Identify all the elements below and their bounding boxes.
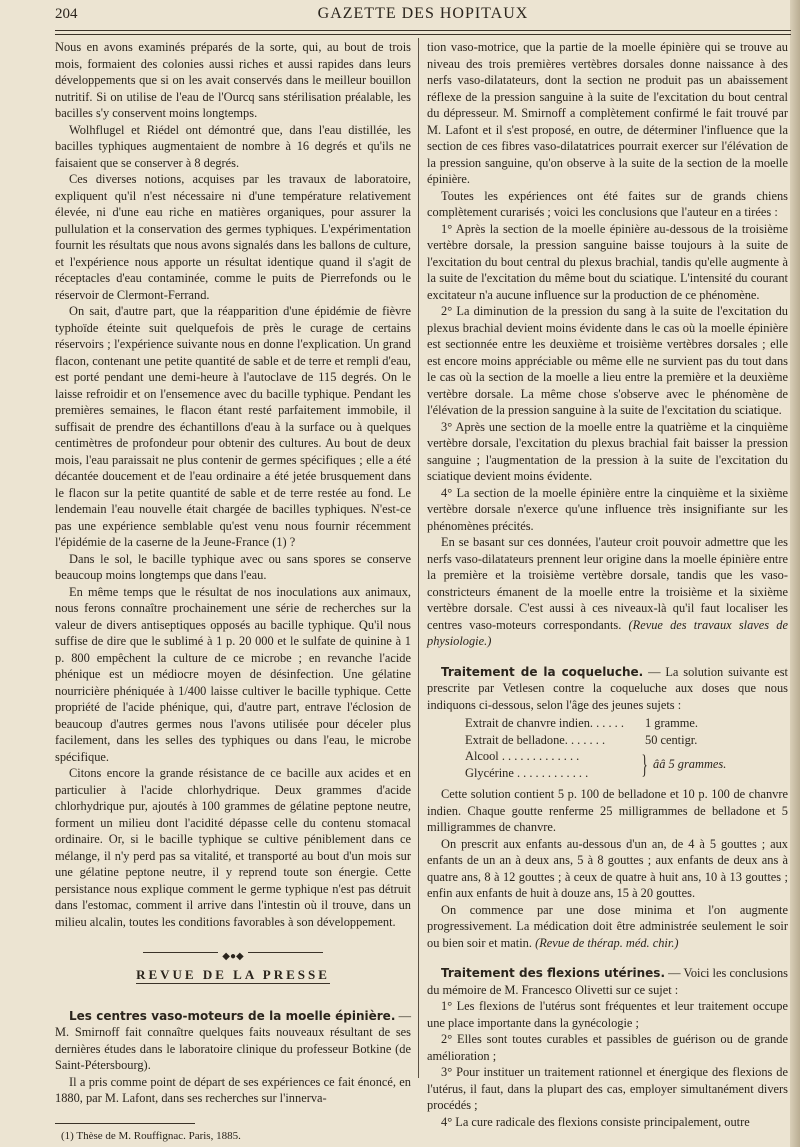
article-paragraph: Il a pris comme point de départ de ses expériences ce fait énoncé, en 1880, par M. Lafont, dans ses recherches sur l'innerva- xyxy=(55,1074,411,1105)
body-paragraph: 4° La section de la moelle épinière entre la cinquième et la sixième vertèbre dorsale n'exerce qu'une influence très insignifiante sur les phénomènes précités. xyxy=(427,485,788,533)
body-paragraph: Dans le sol, le bacille typhique avec ou sans spores se conserve beaucoup moins longtemps que dans l'eau. xyxy=(55,551,411,582)
page-number: 204 xyxy=(55,6,78,22)
article-title: Traitement des flexions utérines. xyxy=(441,966,665,980)
body-paragraph: 4° La cure radicale des flexions consiste principalement, outre xyxy=(441,1114,750,1129)
body-paragraph: 1° Après la section de la moelle épinière au-dessous de la troisième vertèbre dorsale, la pression sanguine baisse toujours à la suite de l'excitation du bout central du plexus brachial, tandis qu'elle augmente à la suite de l'excitation du même bout du sciatique. L'intensité du courant excitateur n'a aucune influence sur la production de ce phénomène. xyxy=(427,221,788,302)
body-paragraph: 3° Pour instituer un traitement rationnel et énergique des flexions de l'utérus, il faut, dans la plupart des cas, employer simultanément divers procédés ; xyxy=(427,1065,788,1112)
body-paragraph: 3° Après une section de la moelle entre la quatrième et la cinquième vertèbre dorsale, l'excitation du plexus brachial fait baisser la pression sanguine ; l'augmentation de la pression à la suite de l'excitation du sciatique devient moins évidente. xyxy=(427,419,788,483)
body-paragraph: 1° Les flexions de l'utérus sont fréquentes et leur traitement occupe une place importante dans la gynécologie ; xyxy=(427,999,788,1030)
body-paragraph: On sait, d'autre part, que la réapparition d'une épidémie de fièvre typhoïde éteinte suit quelquefois de près le curage de certains réservoirs ; l'expérience suivante nous en donne l'explication. Un grand flacon, contenant une petite quantité de sable et de terre et rempli d'eau, est porté pendant une demi-heure à l'autoclave de 115 degrés. On le laisse refroidir et on l'ensemence avec du bacille typhique. Pendant les premières semaines, le flacon étant resté parfaitement immobile, il suffisait de prendre des échantillons d'eau à la surface ou à quelques centimètres de profondeur pour obtenir des cultures. Au bout de deux mois, l'eau paraissait ne plus contenir de germes spécifiques ; elle a été décantée doucement et de l'eau ordinaire a été jetée brusquement dans le flacon sur la petite quantité de sable et de terre restée au fond. Le lendemain l'eau nouvelle était chargée de bacilles typhiques. N'est-ce pas une expérience semblable qu'est venu nous fournir récemment l'épidémie de la caserne de la Jeune-France (1) ? xyxy=(55,304,411,549)
page-header xyxy=(55,4,791,26)
recipe-table xyxy=(427,715,788,781)
source-citation: (Revue de thérap. méd. chir.) xyxy=(535,935,679,950)
recipe-row: Extrait de chanvre indien. . . . . . 1 gramme. xyxy=(465,716,698,730)
body-paragraph: On prescrit aux enfants au-dessous d'un an, de 4 à 5 gouttes ; aux enfants de un an à deux ans, 5 à 8 gouttes ; aux enfants de deux ans à quatre ans, 8 à 12 gouttes ; à ceux de quatre à huit ans, 10 à 13 gouttes ; enfin aux enfants de huit à douze ans, 15 à 20 gouttes. xyxy=(427,836,788,900)
article-paragraph: Les centres vaso-moteurs de la moelle épinière. — M. Smirnoff fait connaître quelques faits nouveaux résultant de ses dernières études dans le laboratoire clinique du professeur Botkine (de Saint-Pétersbourg). xyxy=(55,1008,411,1072)
page-edge xyxy=(790,0,800,1147)
body-paragraph: On commence par une dose minima et l'on augmente progressivement. La médication doit être administrée seulement le soir ou bien soir et matin. (Revue de thérap. méd. chir.) xyxy=(427,902,788,950)
article-paragraph: Traitement de la coqueluche. — La solution suivante est prescrite par Vetlesen contre la coqueluche aux doses que nous indiquons ci-dessous, selon l'âge des jeunes sujets : xyxy=(427,664,788,712)
body-paragraph: Citons encore la grande résistance de ce bacille aux acides et en particulier à l'acide chlorhydrique. Deux grammes d'acide chlorhydrique pur, ajoutés à 100 grammes de gélatine peptone neutre, forment un milieu dont l'acidité dépasse celle du contenu stomacal ordinaire. Or, si le bacille typhique se cultive péniblement dans ce mélange, il n'y perd pas sa vitalité, et transporté au bout d'un mois sur une gélatine peptone neutre, il y reprend toute son énergie. Cette persistance nous explique comment le germe typhique n'est pas détruit dans l'estomac, comment il arrive dans l'intestin où il trouve, dans un milieu alcalin, toutes les conditions favorables à son développement. xyxy=(55,766,411,929)
body-paragraph: tion vaso-motrice, que la partie de la moelle épinière qui se trouve au niveau des trois premières vertèbres dorsales donne naissance à des nerfs vaso-dilatateurs, dont la section ne produit pas un abaissement réflexe de la pression sanguine à la suite de l'excitation du bout central du dépresseur. M. Smirnoff a complètement confirmé le fait trouvé par M. Lafont et il s'est proposé, en outre, de déterminer l'influence que la section de ces fibres vaso-dilatatrices pourrait exercer sur l'élévation de la pression sanguine, qu'on observe à la suite de la section de la moelle épinière. xyxy=(427,40,788,186)
body-paragraph: Toutes les expériences ont été faites sur de grands chiens complètement curarisés ; voici les conclusions que l'auteur en a tirées : xyxy=(427,188,788,219)
footnote: (1) Thèse de M. Rouffignac. Paris, 1885. xyxy=(61,1129,241,1142)
body-paragraph: Wolhflugel et Riédel ont démontré que, dans l'eau distillée, les bacilles typhiques augmentaient de nombre à 16 degrés et qu'ils ne faisaient que se conserver à 8 degrés. xyxy=(55,122,411,170)
source-citation: (Revue des travaux slaves de physiologie.) xyxy=(427,617,788,648)
article-title: Les centres vaso-moteurs de la moelle épinière. xyxy=(69,1008,396,1023)
recipe-group: Alcool . . . . . . . . . . . . . Glycérine . . . . . . . . . . . . } ââ 5 grammes. xyxy=(465,749,727,780)
section-heading: REVUE DE LA PRESSE xyxy=(136,967,330,982)
body-paragraph: Cette solution contient 5 p. 100 de belladone et 10 p. 100 de chanvre indien. Chaque goutte renferme 25 milligrammes de belladone et 5 milligrammes de chanvre. xyxy=(427,787,788,834)
right-column xyxy=(427,39,788,1130)
section-ornament: ◆●◆ xyxy=(55,947,411,957)
article-title: Traitement de la coqueluche. xyxy=(441,664,644,679)
body-paragraph: 2° Elles sont toutes curables et passibles de guérison ou de grande amélioration ; xyxy=(427,1032,788,1063)
brace-glyph: } xyxy=(641,749,648,779)
body-paragraph: En se basant sur ces données, l'auteur croit pouvoir admettre que les nerfs vaso-dilatateurs prennent leur origine dans la moelle épinière entre la première et la troisième vertèbre dorsale, tandis que les vaso-constricteurs émanent de la moelle entre la troisième et la sixième vertèbre dorsale. C'est aussi à ces niveaux-là qu'il faut localiser les centres vaso-moteurs correspondants. (Revue des travaux slaves de physiologie.) xyxy=(427,535,788,648)
article-paragraph: Traitement des flexions utérines. — Voici les conclusions du mémoire de M. Francesco Olivetti sur ce sujet : xyxy=(427,966,788,997)
footnote-rule xyxy=(55,1123,195,1124)
recipe-row: Extrait de belladone. . . . . . . 50 centigr. xyxy=(465,732,698,747)
body-paragraph: Ces diverses notions, acquises par les travaux de laboratoire, expliquent qu'il n'est nécessaire ni d'une température relativement élevée, ni d'une eau riche en matières organiques, pour assurer la pullulation et la conservation des germes typhiques. L'expérimentation fournit les résultats que nous avons signalés dans les ballons de culture, et l'expérience nous apporte un résultat identique quand il s'agit de réceptacles d'eau contaminée, comme le puits de Pierrefonds ou le réservoir de Clermont-Ferrand. xyxy=(55,172,411,302)
body-paragraph: 2° La diminution de la pression du sang à la suite de l'excitation du plexus brachial devient moins évidente dans le cas où la moelle épinière est sectionnée entre les deuxième et troisième vertèbres dorsales ; elle est encore moins appréciable ou même elle ne survient pas du tout dans le cas où la section de la moelle a lieu entre la première et la deuxième vertèbre dorsale. La même chose s'observe avec le phénomène de l'élévation de la pression sanguine à la suite de l'excitation du sciatique. xyxy=(427,304,788,417)
left-column xyxy=(55,39,411,1144)
column-divider xyxy=(418,38,419,1078)
journal-title: GAZETTE DES HOPITAUX xyxy=(317,5,529,22)
header-rule xyxy=(55,30,791,35)
body-paragraph: En même temps que le résultat de nos inoculations aux animaux, nous ferons connaître prochainement une série de recherches sur la valeur de divers antiseptiques opposés au bacille typhique. Qu'il nous suffise de dire que le sublimé à 1 p. 20 000 et le sulfate de quinine à 1 p. 800 empêchent la culture de ce microbe ; en revanche l'acide phénique est un médiocre moyen de désinfection. Une gélatine nourricière phéniquée à 1/400 laisse cultiver le bacille typhique. Cette propriété de l'acide phénique, qui, d'autre part, entrave l'éclosion de beaucoup d'autres germes nous l'avons utilisée pour déceler plus facilement, dans les selles des typhiques ou dans l'eau, le microbe spécifique. xyxy=(55,584,411,764)
body-paragraph: Nous en avons examinés préparés de la sorte, qui, au bout de trois mois, formaient des colonies aussi riches et aussi rapides dans leurs développements que si on les avait conservés dans le meilleur bouillon nutritif. Si on utilise de l'eau de l'Ourcq sans stérilisation préalable, les bacilles s'y conservent moins longtemps. xyxy=(55,40,411,120)
